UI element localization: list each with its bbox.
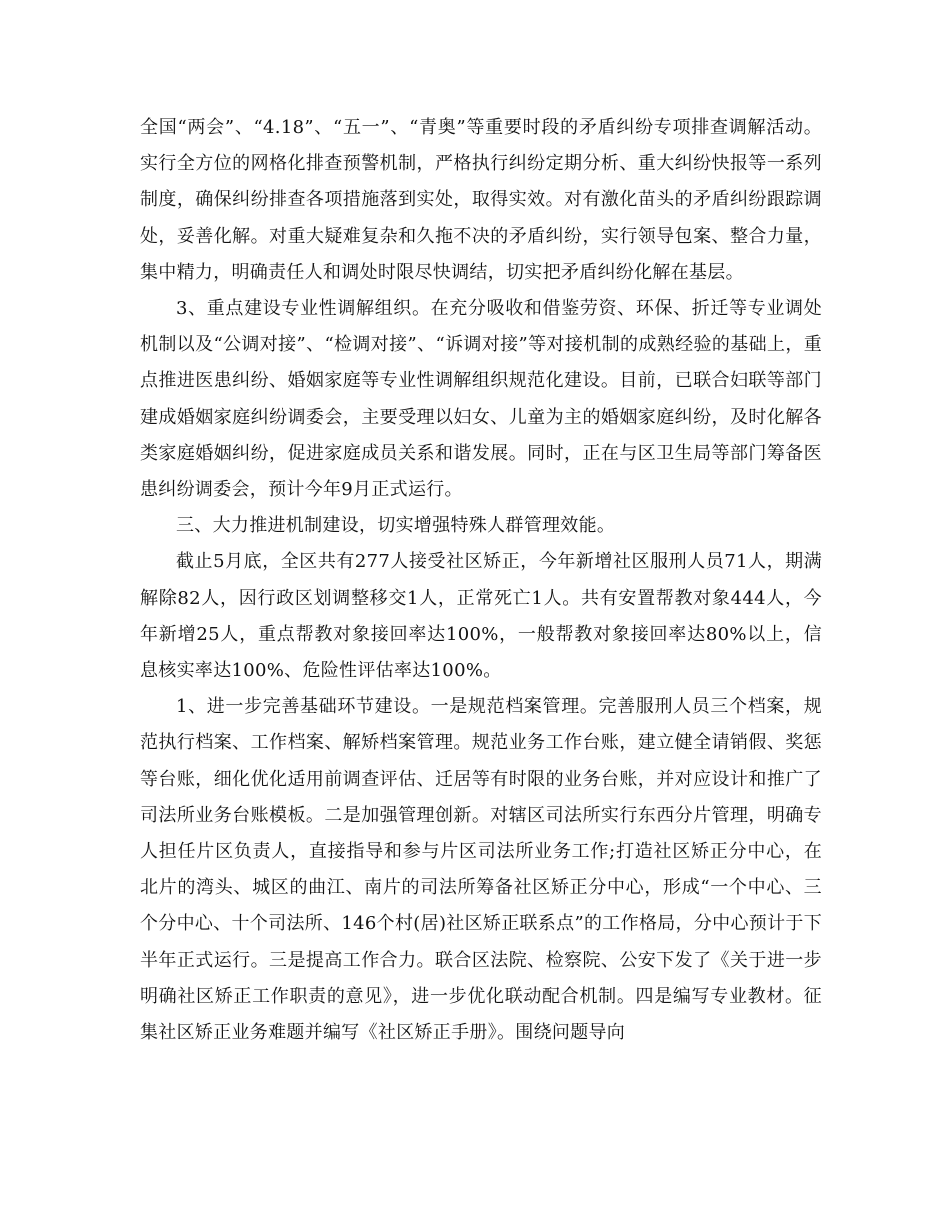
section-heading-mechanism: 三、大力推进机制建设，切实增强特殊人群管理效能。 [176, 515, 616, 537]
paragraph-mediation-activities: 全国“两会”、“4.18”、“五一”、“青奥”等重要时段的矛盾纠纷专项排查调解活动。实行全方位的网格化排查预警机制，严格执行纠纷定期分析、重大纠纷快报等一系列制度，确保纠纷排查各项措施落到实处，取得实效。对有激化苗头的矛盾纠纷跟踪调处，妥善化解。对重大疑难复杂和久拖不决的矛盾纠纷，实行领导包案、整合力量，集中精力，明确责任人和调处时限尽快调结，切实把矛盾纠纷化解在基层。 [140, 117, 822, 283]
paragraph-statistics: 截止5月底，全区共有277人接受社区矫正，今年新增社区服刑人员71人，期满解除82人，因行政区划调整移交1人，正常死亡1人。共有安置帮教对象444人，今年新增25人，重点帮教对象接回率达100%，一般帮教对象接回率达80%以上，信息核实率达100%、危险性评估率达100%。 [140, 551, 822, 682]
document-body [140, 110, 822, 1051]
paragraph-basic-construction: 1、进一步完善基础环节建设。一是规范档案管理。完善服刑人员三个档案，规范执行档案、工作档案、解矫档案管理。规范业务工作台账，建立健全请销假、奖惩等台账，细化优化适用前调查评估、迁居等有时限的业务台账，并对应设计和推广了司法所业务台账模板。二是加强管理创新。对辖区司法所实行东西分片管理，明确专人担任片区负责人，直接指导和参与片区司法所业务工作;打造社区矫正分中心，在北片的湾头、城区的曲江、南片的司法所筹备社区矫正分中心，形成“一个中心、三个分中心、十个司法所、146个村(居)社区矫正联系点”的工作格局，分中心预计于下半年正式运行。三是提高工作合力。联合区法院、检察院、公安下发了《关于进一步明确社区矫正工作职责的意见》，进一步优化联动配合机制。四是编写专业教材。征集社区矫正业务难题并编写《社区矫正手册》。围绕问题导向 [140, 696, 822, 1044]
paragraph-professional-mediation: 3、重点建设专业性调解组织。在充分吸收和借鉴劳资、环保、折迁等专业调处机制以及“公调对接”、“检调对接”、“诉调对接”等对接机制的成熟经验的基础上，重点推进医患纠纷、婚姻家庭等专业性调解组织规范化建设。目前，已联合妇联等部门建成婚姻家庭纠纷调委会，主要受理以妇女、儿童为主的婚姻家庭纠纷，及时化解各类家庭婚姻纠纷，促进家庭成员关系和谐发展。同时，正在与区卫生局等部门筹备医患纠纷调委会，预计今年9月正式运行。 [140, 298, 822, 501]
